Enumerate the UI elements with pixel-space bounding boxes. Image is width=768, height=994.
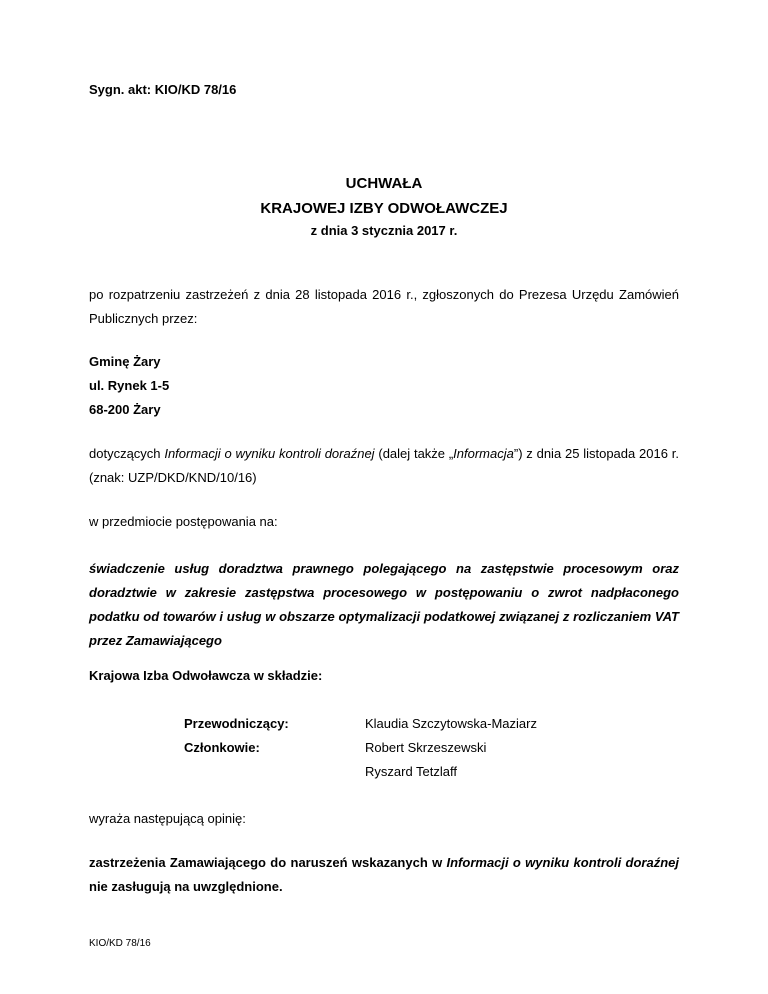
opinion-part-1: zastrzeżenia Zamawiającego do naruszeń wskazanych w <box>89 855 447 870</box>
opinion-part-2: nie zasługują na uwzględnione. <box>89 879 283 894</box>
panel-heading: Krajowa Izba Odwoławcza w składzie: <box>89 668 323 683</box>
members-label: Członkowie: <box>184 740 260 755</box>
concerning-doc-title: Informacji o wyniku kontroli doraźnej <box>164 446 375 461</box>
concerning-mid: (dalej także „ <box>374 446 454 461</box>
procurement-subject: świadczenie usług doradztwa prawnego polegającego na zastępstwie procesowym oraz doradztwie w zakresie zastępstwa procesowego w postępowaniu o zwrot nadpłaconego podatku od towarów i usług w obszarze optymalizacji podatkowej związanej z rozliczaniem VAT przez Zamawiającego <box>89 561 679 648</box>
opinion-doc-title: Informacji o wyniku kontroli doraźnej <box>446 855 679 870</box>
opinion-label: wyraża następującą opinię: <box>89 811 246 826</box>
member-name-1: Robert Skrzeszewski <box>365 740 487 755</box>
document-title: UCHWAŁA <box>345 175 423 192</box>
document-date: z dnia 3 stycznia 2017 r. <box>310 223 458 238</box>
issuing-body: KRAJOWEJ IZBY ODWOŁAWCZEJ <box>260 200 508 217</box>
concerning-suffix: ”) z dnia 25 listopada 2016 r. (znak: UZP/DKD/KND/10/16) <box>89 446 679 485</box>
applicant-street: ul. Rynek 1-5 <box>89 378 170 393</box>
concerning-prefix: dotyczących <box>89 446 165 461</box>
concerning-short-name: Informacja <box>453 446 514 461</box>
concerning-paragraph <box>89 442 679 490</box>
applicant-address <box>89 350 679 422</box>
subject-label: w przedmiocie postępowania na: <box>89 514 278 529</box>
member-name-2: Ryszard Tetzlaff <box>365 764 458 779</box>
applicant-city: 68-200 Żary <box>89 402 161 417</box>
chair-label: Przewodniczący: <box>184 716 289 731</box>
intro-paragraph: po rozpatrzeniu zastrzeżeń z dnia 28 listopada 2016 r., zgłoszonych do Prezesa Urzędu Zamówień Publicznych przez: <box>89 287 679 326</box>
case-signature: Sygn. akt: KIO/KD 78/16 <box>89 82 237 97</box>
opinion-text <box>89 851 679 899</box>
chair-name: Klaudia Szczytowska-Maziarz <box>365 716 537 731</box>
footer-page-id: KIO/KD 78/16 <box>89 938 151 949</box>
applicant-name: Gminę Żary <box>89 354 161 369</box>
